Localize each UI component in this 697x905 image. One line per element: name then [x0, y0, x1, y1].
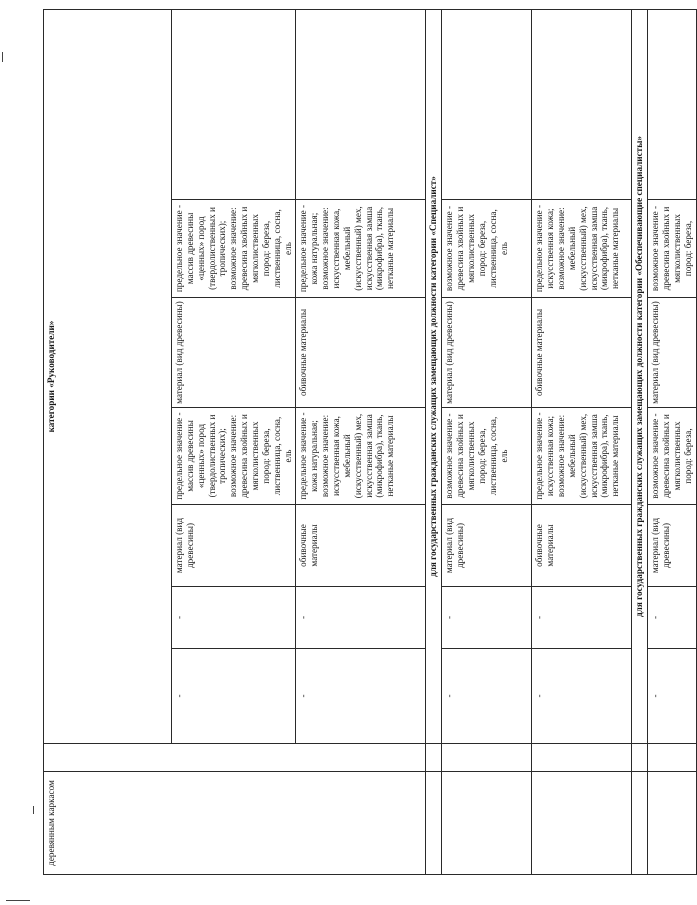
- value-cell: возможное значение - древесина хвойных и мягколиственных пород: береза, лиственница, сосна, ель: [442, 200, 532, 298]
- empty-cell: [648, 10, 696, 200]
- value-cell: предельное значение - искусственная кожа; возможное значение: мебельный (искусственный) мех, искусственная замша (микрофибра), ткань, нетканые материалы: [532, 200, 632, 298]
- left-edge-mark-2: [33, 806, 34, 814]
- value-cell: предельное значение - кожа натуральная; возможное значение: искусственная кожа, мебельный (искусственный) мех, искусственная замша (микрофибра), ткань, нетканые материалы: [296, 200, 426, 298]
- empty-cell: [442, 744, 532, 772]
- left-edge-mark: [2, 52, 3, 62]
- bottom-edge-mark: [6, 900, 30, 901]
- material-cell: материал (вид древесины): [442, 298, 532, 408]
- table-row: [426, 10, 442, 875]
- value-cell: предельное значение - массив древесины «ценных» пород (твердолиственных и тропических); возможное значение: древесина хвойных и мягколиственных пород: береза, лиственница, сосна, ель: [172, 408, 296, 505]
- value-cell: возможное значение - древесина хвойных и мягколиственных пород: береза, лиственница, сосна, ель: [442, 408, 532, 505]
- rotated-table-page: [43, 10, 693, 875]
- section-title: для государственных гражданских служащих замещающих должности категории «Специалист»: [426, 10, 442, 744]
- material-cell: обивочные материалы: [532, 505, 632, 587]
- value-cell: возможное значение - древесина хвойных и мягколиственных пород: береза,: [648, 200, 696, 298]
- section-title: категории «Руководители»: [44, 10, 172, 744]
- value-cell: предельное значение - искусственная кожа; возможное значение: мебельный (искусственный) мех, искусственная замша (микрофибра), ткань, нетканые материалы: [532, 408, 632, 505]
- material-cell: материал (вид древесины): [648, 505, 696, 587]
- table-row: [44, 10, 172, 875]
- material-cell: обивочные материалы: [532, 298, 632, 408]
- furniture-requirements-table: [43, 9, 697, 875]
- value-cell: возможное значение - древесина хвойных и мягколиственных пород: береза,: [648, 408, 696, 505]
- empty-cell: [632, 772, 648, 875]
- empty-cell: [532, 10, 632, 200]
- empty-cell: [648, 744, 696, 772]
- empty-cell: [426, 772, 442, 875]
- dash-cell: -: [648, 587, 696, 649]
- empty-cell: [296, 10, 426, 200]
- dash-cell: -: [442, 649, 532, 744]
- empty-cell: [532, 772, 632, 875]
- material-cell: обивочные материалы: [296, 298, 426, 408]
- material-cell: обивочные материалы: [296, 505, 426, 587]
- empty-cell: [632, 744, 648, 772]
- material-cell: материал (вид древесины): [172, 505, 296, 587]
- table-row: [442, 10, 532, 875]
- empty-cell: [442, 10, 532, 200]
- value-cell: предельное значение - массив древесины «ценных» пород (твердолиственных и тропических); возможное значение: древесина хвойных и мягколиственных пород: береза, лиственница, сосна, ель: [172, 200, 296, 298]
- empty-cell: [442, 772, 532, 875]
- item-name-cell: деревянным каркасом: [44, 772, 426, 875]
- dash-cell: -: [172, 649, 296, 744]
- material-cell: материал (вид древесины): [172, 298, 296, 408]
- dash-cell: -: [172, 587, 296, 649]
- material-cell: материал (вид древесины): [442, 505, 532, 587]
- table-row: [632, 10, 648, 875]
- dash-cell: -: [532, 649, 632, 744]
- dash-cell: -: [442, 587, 532, 649]
- table-row: [648, 10, 696, 875]
- empty-cell: [532, 744, 632, 772]
- empty-cell: [44, 744, 426, 772]
- section-title: для государственных гражданских служащих замещающих должности категории «Обеспечивающие специалисты»: [632, 10, 648, 744]
- value-cell: предельное значение - кожа натуральная; возможное значение: искусственная кожа, мебельный (искусственный) мех, искусственная замша (микрофибра), ткань, нетканые материалы: [296, 408, 426, 505]
- dash-cell: -: [532, 587, 632, 649]
- material-cell: материал (вид древесины): [648, 298, 696, 408]
- dash-cell: -: [296, 649, 426, 744]
- dash-cell: -: [296, 587, 426, 649]
- empty-cell: [172, 10, 296, 200]
- empty-cell: [426, 744, 442, 772]
- empty-cell: [648, 772, 696, 875]
- dash-cell: -: [648, 649, 696, 744]
- table-row: [532, 10, 632, 875]
